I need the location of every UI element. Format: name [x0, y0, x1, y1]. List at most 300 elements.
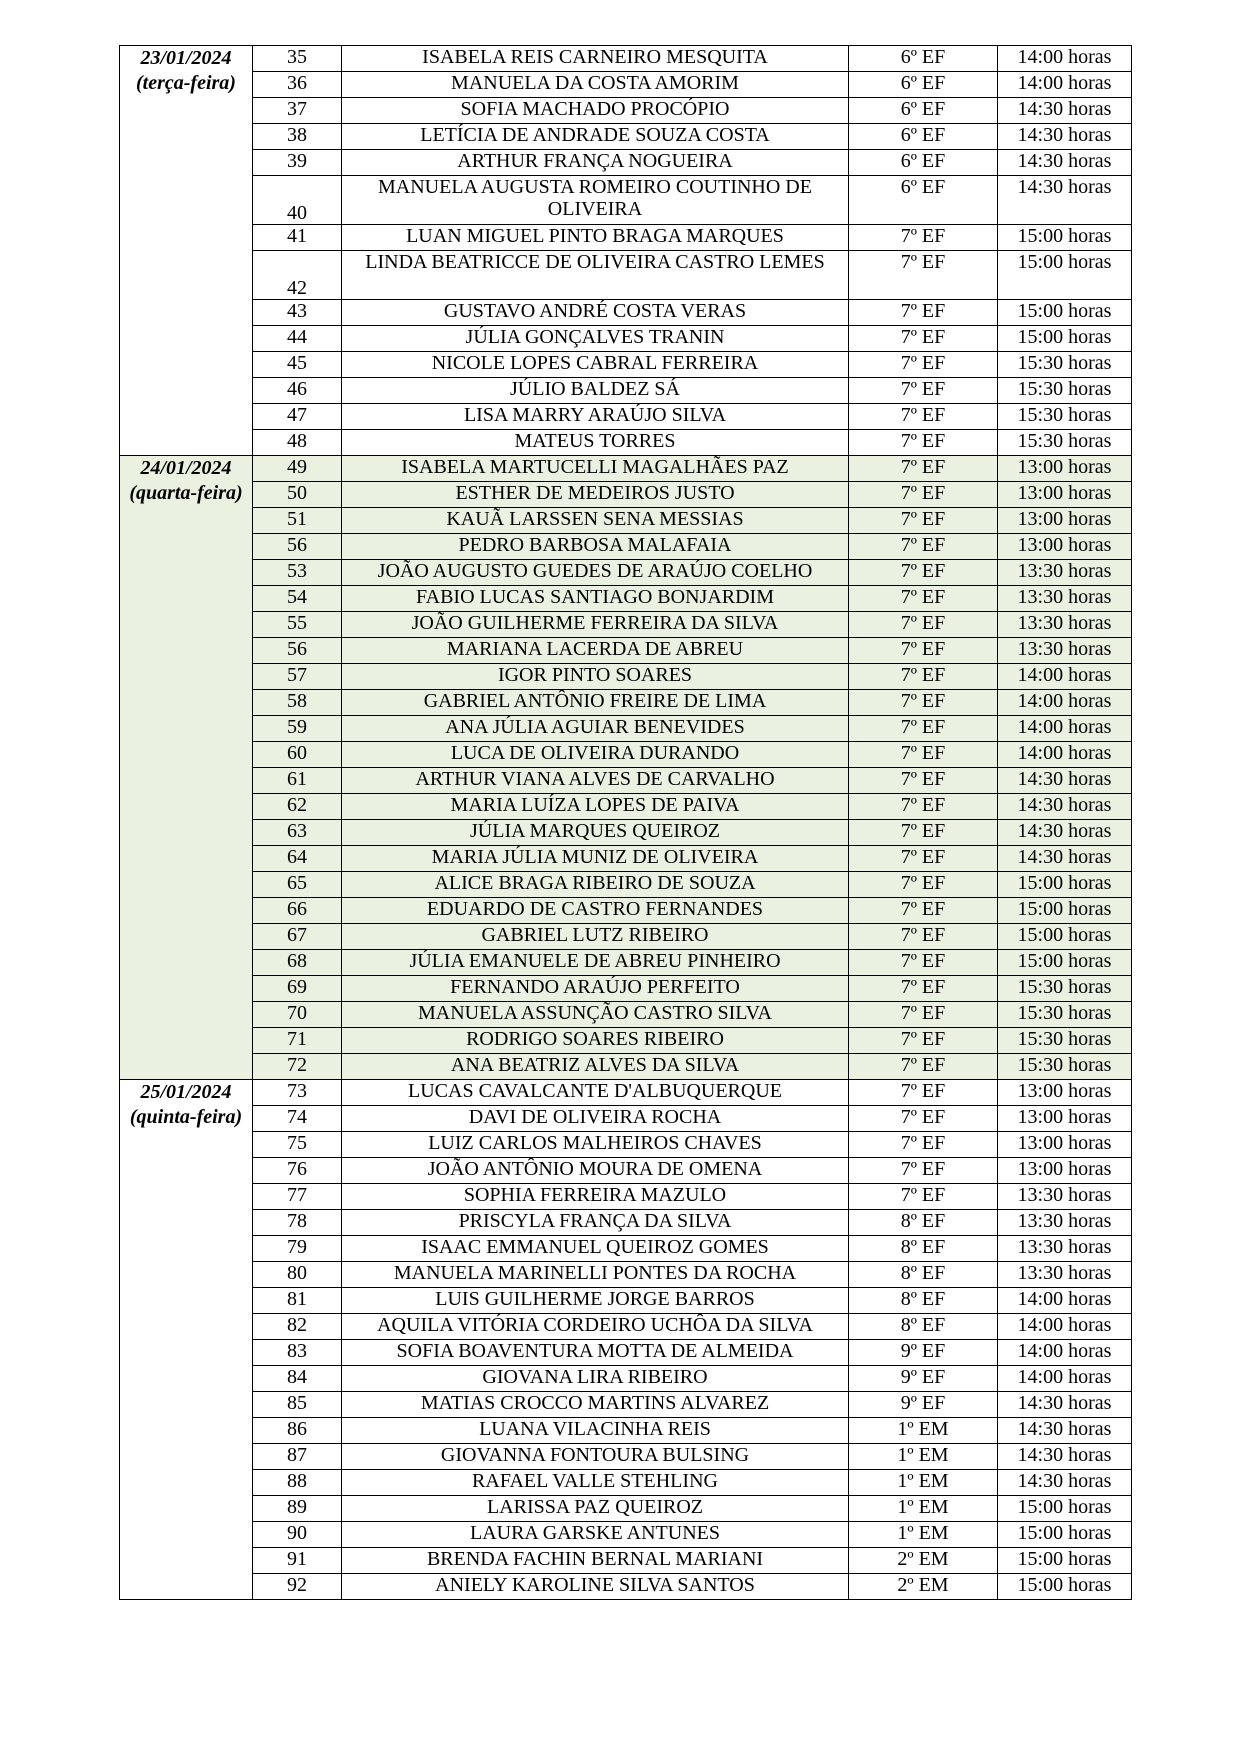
time-cell: 14:30 horas	[998, 124, 1132, 150]
row-number-cell: 77	[253, 1184, 342, 1210]
time-cell: 13:00 horas	[998, 1080, 1132, 1106]
grade-cell: 7º EF	[849, 482, 998, 508]
table-row	[120, 820, 1132, 846]
grade-cell: 7º EF	[849, 534, 998, 560]
row-number-cell: 42	[253, 251, 342, 300]
table-row	[120, 898, 1132, 924]
row-number-cell: 43	[253, 300, 342, 326]
grade-cell: 1º EM	[849, 1444, 998, 1470]
row-number-cell: 69	[253, 976, 342, 1002]
table-row	[120, 326, 1132, 352]
table-row	[120, 430, 1132, 456]
time-cell: 13:00 horas	[998, 534, 1132, 560]
student-name-cell: LISA MARRY ARAÚJO SILVA	[342, 404, 849, 430]
grade-cell: 7º EF	[849, 638, 998, 664]
student-name-cell: MARIA JÚLIA MUNIZ DE OLIVEIRA	[342, 846, 849, 872]
schedule-body	[120, 46, 1132, 1600]
grade-cell: 7º EF	[849, 456, 998, 482]
grade-cell: 7º EF	[849, 664, 998, 690]
row-number-cell: 88	[253, 1470, 342, 1496]
row-number-cell: 81	[253, 1288, 342, 1314]
table-row	[120, 1054, 1132, 1080]
table-row	[120, 1106, 1132, 1132]
time-cell: 13:00 horas	[998, 508, 1132, 534]
grade-cell: 7º EF	[849, 508, 998, 534]
grade-cell: 6º EF	[849, 124, 998, 150]
grade-cell: 6º EF	[849, 98, 998, 124]
student-name-cell: ANA BEATRIZ ALVES DA SILVA	[342, 1054, 849, 1080]
row-number-cell: 54	[253, 586, 342, 612]
time-cell: 14:30 horas	[998, 820, 1132, 846]
time-cell: 13:30 horas	[998, 612, 1132, 638]
student-name-cell: LAURA GARSKE ANTUNES	[342, 1522, 849, 1548]
table-row	[120, 72, 1132, 98]
grade-cell: 1º EM	[849, 1496, 998, 1522]
table-row	[120, 1236, 1132, 1262]
grade-cell: 8º EF	[849, 1236, 998, 1262]
time-cell: 14:30 horas	[998, 1470, 1132, 1496]
student-name-cell: GIOVANA LIRA RIBEIRO	[342, 1366, 849, 1392]
table-row	[120, 1080, 1132, 1106]
row-number-cell: 80	[253, 1262, 342, 1288]
student-name-cell: GUSTAVO ANDRÉ COSTA VERAS	[342, 300, 849, 326]
row-number-cell: 53	[253, 560, 342, 586]
weekday-text: (terça-feira)	[136, 72, 236, 94]
table-row	[120, 300, 1132, 326]
table-row	[120, 150, 1132, 176]
student-name-cell: BRENDA FACHIN BERNAL MARIANI	[342, 1548, 849, 1574]
grade-cell: 7º EF	[849, 404, 998, 430]
table-row	[120, 560, 1132, 586]
grade-cell: 7º EF	[849, 560, 998, 586]
student-name-cell: JOÃO ANTÔNIO MOURA DE OMENA	[342, 1158, 849, 1184]
table-row	[120, 924, 1132, 950]
time-cell: 13:00 horas	[998, 456, 1132, 482]
student-name-cell: RODRIGO SOARES RIBEIRO	[342, 1028, 849, 1054]
student-name-cell: ANIELY KAROLINE SILVA SANTOS	[342, 1574, 849, 1600]
grade-cell: 7º EF	[849, 612, 998, 638]
row-number-cell: 67	[253, 924, 342, 950]
student-name-cell: MATIAS CROCCO MARTINS ALVAREZ	[342, 1392, 849, 1418]
grade-cell: 1º EM	[849, 1522, 998, 1548]
row-number-cell: 92	[253, 1574, 342, 1600]
time-cell: 15:00 horas	[998, 300, 1132, 326]
student-name-cell: JÚLIA GONÇALVES TRANIN	[342, 326, 849, 352]
table-row	[120, 176, 1132, 225]
student-name-cell: SOFIA MACHADO PROCÓPIO	[342, 98, 849, 124]
time-cell: 15:00 horas	[998, 326, 1132, 352]
row-number-cell: 65	[253, 872, 342, 898]
row-number-cell: 50	[253, 482, 342, 508]
time-cell: 14:00 horas	[998, 46, 1132, 72]
student-name-cell: FERNANDO ARAÚJO PERFEITO	[342, 976, 849, 1002]
table-row	[120, 1262, 1132, 1288]
row-number-cell: 37	[253, 98, 342, 124]
grade-cell: 8º EF	[849, 1314, 998, 1340]
grade-cell: 7º EF	[849, 742, 998, 768]
table-row	[120, 534, 1132, 560]
row-number-cell: 45	[253, 352, 342, 378]
table-row	[120, 1002, 1132, 1028]
time-cell: 15:00 horas	[998, 1522, 1132, 1548]
student-name-cell: GABRIEL ANTÔNIO FREIRE DE LIMA	[342, 690, 849, 716]
row-number-cell: 76	[253, 1158, 342, 1184]
grade-cell: 7º EF	[849, 950, 998, 976]
grade-cell: 7º EF	[849, 898, 998, 924]
grade-cell: 7º EF	[849, 1184, 998, 1210]
table-row	[120, 1184, 1132, 1210]
row-number-cell: 46	[253, 378, 342, 404]
row-number-cell: 79	[253, 1236, 342, 1262]
date-text: 25/01/2024	[140, 1081, 232, 1103]
table-row	[120, 612, 1132, 638]
weekday-text: (quinta-feira)	[129, 1106, 243, 1128]
time-cell: 13:30 horas	[998, 1236, 1132, 1262]
time-cell: 14:00 horas	[998, 1340, 1132, 1366]
student-name-cell: LUAN MIGUEL PINTO BRAGA MARQUES	[342, 225, 849, 251]
table-row	[120, 1548, 1132, 1574]
time-cell: 14:00 horas	[998, 1366, 1132, 1392]
weekday-text: (quarta-feira)	[129, 482, 243, 504]
table-row	[120, 1314, 1132, 1340]
row-number-cell: 48	[253, 430, 342, 456]
grade-cell: 7º EF	[849, 1132, 998, 1158]
time-cell: 14:00 horas	[998, 690, 1132, 716]
time-cell: 14:30 horas	[998, 150, 1132, 176]
time-cell: 14:30 horas	[998, 176, 1132, 225]
grade-cell: 7º EF	[849, 430, 998, 456]
row-number-cell: 86	[253, 1418, 342, 1444]
student-name-cell: MARIANA LACERDA DE ABREU	[342, 638, 849, 664]
time-cell: 13:00 horas	[998, 1158, 1132, 1184]
row-number-cell: 60	[253, 742, 342, 768]
time-cell: 14:30 horas	[998, 846, 1132, 872]
student-name-cell: GABRIEL LUTZ RIBEIRO	[342, 924, 849, 950]
row-number-cell: 85	[253, 1392, 342, 1418]
time-cell: 14:00 horas	[998, 664, 1132, 690]
time-cell: 14:30 horas	[998, 1444, 1132, 1470]
row-number-cell: 59	[253, 716, 342, 742]
row-number-cell: 66	[253, 898, 342, 924]
table-row	[120, 664, 1132, 690]
grade-cell: 7º EF	[849, 1002, 998, 1028]
table-row	[120, 1340, 1132, 1366]
grade-cell: 7º EF	[849, 820, 998, 846]
student-name-cell: ISAAC EMMANUEL QUEIROZ GOMES	[342, 1236, 849, 1262]
student-name-cell: JÚLIO BALDEZ SÁ	[342, 378, 849, 404]
student-name-cell: FABIO LUCAS SANTIAGO BONJARDIM	[342, 586, 849, 612]
student-name-cell: LUCAS CAVALCANTE D'ALBUQUERQUE	[342, 1080, 849, 1106]
student-name-cell: SOPHIA FERREIRA MAZULO	[342, 1184, 849, 1210]
time-cell: 15:30 horas	[998, 976, 1132, 1002]
row-number-cell: 62	[253, 794, 342, 820]
table-row	[120, 1470, 1132, 1496]
time-cell: 14:00 horas	[998, 72, 1132, 98]
grade-cell: 9º EF	[849, 1392, 998, 1418]
table-row	[120, 251, 1132, 300]
student-name-cell: MANUELA DA COSTA AMORIM	[342, 72, 849, 98]
row-number-cell: 38	[253, 124, 342, 150]
grade-cell: 7º EF	[849, 716, 998, 742]
student-name-cell: ISABELA MARTUCELLI MAGALHÃES PAZ	[342, 456, 849, 482]
student-name-cell: NICOLE LOPES CABRAL FERREIRA	[342, 352, 849, 378]
time-cell: 15:00 horas	[998, 251, 1132, 300]
row-number-cell: 55	[253, 612, 342, 638]
row-number-cell: 56	[253, 638, 342, 664]
student-name-cell: SOFIA BOAVENTURA MOTTA DE ALMEIDA	[342, 1340, 849, 1366]
row-number-cell: 49	[253, 456, 342, 482]
grade-cell: 7º EF	[849, 768, 998, 794]
time-cell: 14:00 horas	[998, 742, 1132, 768]
time-cell: 15:30 horas	[998, 430, 1132, 456]
table-row	[120, 846, 1132, 872]
student-name-cell: LUIZ CARLOS MALHEIROS CHAVES	[342, 1132, 849, 1158]
time-cell: 13:30 horas	[998, 586, 1132, 612]
table-row	[120, 1522, 1132, 1548]
grade-cell: 9º EF	[849, 1340, 998, 1366]
grade-cell: 7º EF	[849, 1158, 998, 1184]
grade-cell: 7º EF	[849, 1106, 998, 1132]
time-cell: 13:30 horas	[998, 1184, 1132, 1210]
row-number-cell: 72	[253, 1054, 342, 1080]
time-cell: 15:30 horas	[998, 352, 1132, 378]
time-cell: 15:00 horas	[998, 1574, 1132, 1600]
table-row	[120, 1158, 1132, 1184]
time-cell: 15:30 horas	[998, 1028, 1132, 1054]
time-cell: 15:00 horas	[998, 1548, 1132, 1574]
table-row	[120, 1496, 1132, 1522]
table-row	[120, 482, 1132, 508]
student-name-cell: ALICE BRAGA RIBEIRO DE SOUZA	[342, 872, 849, 898]
row-number-cell: 61	[253, 768, 342, 794]
row-number-cell: 44	[253, 326, 342, 352]
grade-cell: 8º EF	[849, 1262, 998, 1288]
table-row	[120, 716, 1132, 742]
row-number-cell: 82	[253, 1314, 342, 1340]
grade-cell: 6º EF	[849, 46, 998, 72]
row-number-cell: 51	[253, 508, 342, 534]
row-number-cell: 41	[253, 225, 342, 251]
student-name-cell: LUIS GUILHERME JORGE BARROS	[342, 1288, 849, 1314]
grade-cell: 7º EF	[849, 1028, 998, 1054]
time-cell: 15:00 horas	[998, 950, 1132, 976]
student-name-cell: PEDRO BARBOSA MALAFAIA	[342, 534, 849, 560]
table-row	[120, 508, 1132, 534]
grade-cell: 2º EM	[849, 1548, 998, 1574]
row-number-cell: 73	[253, 1080, 342, 1106]
row-number-cell: 84	[253, 1366, 342, 1392]
row-number-cell: 89	[253, 1496, 342, 1522]
table-row	[120, 1132, 1132, 1158]
student-name-cell: JOÃO GUILHERME FERREIRA DA SILVA	[342, 612, 849, 638]
time-cell: 15:30 horas	[998, 404, 1132, 430]
grade-cell: 7º EF	[849, 872, 998, 898]
time-cell: 15:00 horas	[998, 225, 1132, 251]
time-cell: 13:00 horas	[998, 1132, 1132, 1158]
grade-cell: 7º EF	[849, 690, 998, 716]
table-row	[120, 1028, 1132, 1054]
time-cell: 13:30 horas	[998, 560, 1132, 586]
time-cell: 14:30 horas	[998, 1418, 1132, 1444]
grade-cell: 7º EF	[849, 1080, 998, 1106]
table-row	[120, 1210, 1132, 1236]
row-number-cell: 64	[253, 846, 342, 872]
time-cell: 13:00 horas	[998, 1106, 1132, 1132]
table-row	[120, 1366, 1132, 1392]
student-name-cell: ARTHUR FRANÇA NOGUEIRA	[342, 150, 849, 176]
table-row	[120, 872, 1132, 898]
grade-cell: 7º EF	[849, 300, 998, 326]
time-cell: 13:00 horas	[998, 482, 1132, 508]
table-row	[120, 950, 1132, 976]
time-cell: 15:00 horas	[998, 924, 1132, 950]
table-row	[120, 638, 1132, 664]
row-number-cell: 35	[253, 46, 342, 72]
student-name-cell: LETÍCIA DE ANDRADE SOUZA COSTA	[342, 124, 849, 150]
student-name-cell: ISABELA REIS CARNEIRO MESQUITA	[342, 46, 849, 72]
grade-cell: 7º EF	[849, 326, 998, 352]
row-number-cell: 71	[253, 1028, 342, 1054]
table-row	[120, 124, 1132, 150]
student-name-cell: RAFAEL VALLE STEHLING	[342, 1470, 849, 1496]
row-number-cell: 56	[253, 534, 342, 560]
grade-cell: 8º EF	[849, 1288, 998, 1314]
student-name-cell: KAUÃ LARSSEN SENA MESSIAS	[342, 508, 849, 534]
student-name-cell: JÚLIA MARQUES QUEIROZ	[342, 820, 849, 846]
row-number-cell: 39	[253, 150, 342, 176]
date-cell	[120, 456, 253, 1080]
student-name-cell: MANUELA ASSUNÇÃO CASTRO SILVA	[342, 1002, 849, 1028]
grade-cell: 2º EM	[849, 1574, 998, 1600]
table-row	[120, 690, 1132, 716]
table-row	[120, 1288, 1132, 1314]
table-row	[120, 742, 1132, 768]
time-cell: 14:30 horas	[998, 1392, 1132, 1418]
grade-cell: 7º EF	[849, 924, 998, 950]
table-row	[120, 1574, 1132, 1600]
table-row	[120, 586, 1132, 612]
student-name-cell: JÚLIA EMANUELE DE ABREU PINHEIRO	[342, 950, 849, 976]
table-row	[120, 1444, 1132, 1470]
row-number-cell: 58	[253, 690, 342, 716]
time-cell: 14:30 horas	[998, 98, 1132, 124]
time-cell: 14:00 horas	[998, 1314, 1132, 1340]
row-number-cell: 68	[253, 950, 342, 976]
table-row	[120, 976, 1132, 1002]
row-number-cell: 57	[253, 664, 342, 690]
grade-cell: 6º EF	[849, 150, 998, 176]
table-row	[120, 1418, 1132, 1444]
student-name-cell: ANA JÚLIA AGUIAR BENEVIDES	[342, 716, 849, 742]
row-number-cell: 70	[253, 1002, 342, 1028]
table-row	[120, 46, 1132, 72]
table-row	[120, 378, 1132, 404]
row-number-cell: 87	[253, 1444, 342, 1470]
row-number-cell: 75	[253, 1132, 342, 1158]
student-name-cell: IGOR PINTO SOARES	[342, 664, 849, 690]
table-row	[120, 404, 1132, 430]
row-number-cell: 90	[253, 1522, 342, 1548]
student-name-cell: LINDA BEATRICCE DE OLIVEIRA CASTRO LEMES	[342, 251, 849, 300]
grade-cell: 1º EM	[849, 1470, 998, 1496]
grade-cell: 7º EF	[849, 352, 998, 378]
student-name-cell: EDUARDO DE CASTRO FERNANDES	[342, 898, 849, 924]
row-number-cell: 47	[253, 404, 342, 430]
student-name-cell: GIOVANNA FONTOURA BULSING	[342, 1444, 849, 1470]
student-name-cell: MATEUS TORRES	[342, 430, 849, 456]
table-row	[120, 352, 1132, 378]
row-number-cell: 74	[253, 1106, 342, 1132]
row-number-cell: 36	[253, 72, 342, 98]
student-name-cell: ARTHUR VIANA ALVES DE CARVALHO	[342, 768, 849, 794]
row-number-cell: 40	[253, 176, 342, 225]
grade-cell: 9º EF	[849, 1366, 998, 1392]
time-cell: 15:00 horas	[998, 1496, 1132, 1522]
grade-cell: 7º EF	[849, 251, 998, 300]
table-row	[120, 768, 1132, 794]
time-cell: 15:30 horas	[998, 1002, 1132, 1028]
table-row	[120, 1392, 1132, 1418]
grade-cell: 8º EF	[849, 1210, 998, 1236]
grade-cell: 7º EF	[849, 1054, 998, 1080]
time-cell: 15:00 horas	[998, 898, 1132, 924]
row-number-cell: 78	[253, 1210, 342, 1236]
time-cell: 13:30 horas	[998, 1210, 1132, 1236]
student-name-cell: AQUILA VITÓRIA CORDEIRO UCHÔA DA SILVA	[342, 1314, 849, 1340]
grade-cell: 7º EF	[849, 794, 998, 820]
student-name-cell: PRISCYLA FRANÇA DA SILVA	[342, 1210, 849, 1236]
time-cell: 15:30 horas	[998, 378, 1132, 404]
grade-cell: 1º EM	[849, 1418, 998, 1444]
table-row	[120, 794, 1132, 820]
table-row	[120, 456, 1132, 482]
row-number-cell: 63	[253, 820, 342, 846]
student-name-cell: JOÃO AUGUSTO GUEDES DE ARAÚJO COELHO	[342, 560, 849, 586]
student-name-cell: DAVI DE OLIVEIRA ROCHA	[342, 1106, 849, 1132]
time-cell: 13:30 horas	[998, 1262, 1132, 1288]
date-cell	[120, 1080, 253, 1600]
row-number-cell: 91	[253, 1548, 342, 1574]
time-cell: 14:00 horas	[998, 1288, 1132, 1314]
time-cell: 14:00 horas	[998, 716, 1132, 742]
schedule-table	[119, 45, 1132, 1600]
student-name-cell: LARISSA PAZ QUEIROZ	[342, 1496, 849, 1522]
student-name-cell: ESTHER DE MEDEIROS JUSTO	[342, 482, 849, 508]
row-number-cell: 83	[253, 1340, 342, 1366]
student-name-cell: MARIA LUÍZA LOPES DE PAIVA	[342, 794, 849, 820]
grade-cell: 6º EF	[849, 176, 998, 225]
grade-cell: 7º EF	[849, 225, 998, 251]
time-cell: 14:30 horas	[998, 768, 1132, 794]
grade-cell: 7º EF	[849, 846, 998, 872]
date-text: 23/01/2024	[140, 47, 232, 69]
grade-cell: 7º EF	[849, 586, 998, 612]
time-cell: 15:00 horas	[998, 872, 1132, 898]
student-name-cell: MANUELA AUGUSTA ROMEIRO COUTINHO DE OLIVEIRA	[342, 176, 849, 225]
student-name-cell: MANUELA MARINELLI PONTES DA ROCHA	[342, 1262, 849, 1288]
grade-cell: 7º EF	[849, 976, 998, 1002]
time-cell: 14:30 horas	[998, 794, 1132, 820]
student-name-cell: LUCA DE OLIVEIRA DURANDO	[342, 742, 849, 768]
schedule-page	[119, 45, 1131, 1600]
time-cell: 15:30 horas	[998, 1054, 1132, 1080]
time-cell: 13:30 horas	[998, 638, 1132, 664]
table-row	[120, 98, 1132, 124]
student-name-cell: LUANA VILACINHA REIS	[342, 1418, 849, 1444]
table-row	[120, 225, 1132, 251]
date-text: 24/01/2024	[140, 457, 232, 479]
grade-cell: 6º EF	[849, 72, 998, 98]
